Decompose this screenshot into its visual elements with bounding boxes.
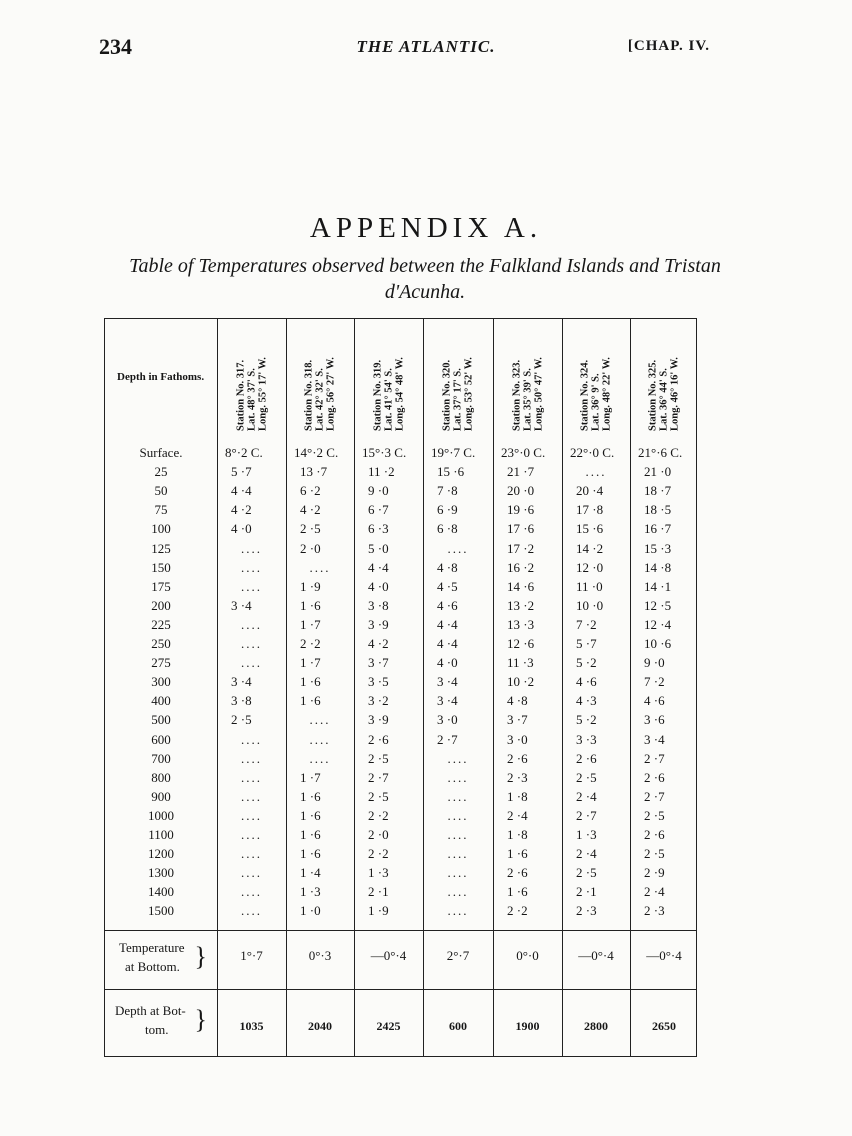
bottom-temperature: —0°·4 (646, 948, 682, 963)
temperature-cell: .... (241, 884, 262, 900)
temperature-cell: 3 ·4 (644, 731, 665, 747)
temperature-cell: 2 ·1 (576, 884, 597, 900)
temperature-cell: 2 ·5 (576, 769, 597, 785)
temperature-table (104, 318, 697, 1057)
station-station: Station No. 325. (647, 359, 659, 431)
temperature-cell: .... (241, 655, 262, 671)
temperature-cell: 2 ·5 (644, 807, 665, 823)
temperature-cell: 2 ·6 (644, 827, 665, 842)
station-lat: Lat. 48° 37' S. (246, 368, 257, 431)
depth-label: 1000 (148, 807, 174, 823)
station-station: Station No. 319. (372, 359, 383, 431)
appendix-title: APPENDIX A. (309, 212, 543, 244)
depth-label: 1400 (148, 884, 174, 900)
station-lat: Lat. 35° 39' S. (522, 368, 533, 431)
station-lat: Lat. 37° 17' S. (452, 368, 464, 431)
temperature-cell: 2 ·5 (231, 712, 252, 728)
temperature-cell: .... (241, 750, 262, 766)
temperature-cell: 2 ·5 (644, 846, 665, 862)
temperature-cell: 2 ·7 (437, 731, 458, 747)
station-long: Long. 53° 52' W. (463, 357, 475, 431)
station-lat: Lat. 36° 44' S. (658, 368, 670, 431)
temperature-cell: 4 ·0 (437, 655, 458, 671)
temperature-cell: .... (309, 750, 331, 766)
temperature-cell: 2 ·5 (576, 865, 597, 881)
temperature-cell: 4 ·2 (368, 636, 389, 651)
temperature-cell: .... (241, 636, 262, 651)
temperature-cell: 3 ·0 (507, 731, 528, 747)
bottom-temperature: —0°·4 (578, 948, 614, 963)
temperature-cell: 3 ·7 (507, 712, 528, 728)
temperature-cell: 13 ·3 (507, 616, 535, 632)
temperature-cell: 17 ·2 (507, 540, 535, 556)
temperature-cell: 6 ·3 (368, 521, 389, 537)
temperature-cell: 19°·7 C. (431, 445, 476, 460)
temperature-cell: 9 ·0 (644, 655, 665, 671)
temperature-cell: 16 ·2 (507, 559, 535, 575)
station-long: Long. 55° 17' W. (257, 357, 268, 431)
station-lat: Lat. 36° 9' S. (590, 373, 602, 431)
temperature-cell: 2 ·7 (368, 769, 389, 785)
temperature-cell: .... (447, 903, 469, 919)
temperature-cell: 3 ·4 (231, 597, 252, 613)
bottom-depth: 2040 (308, 1019, 332, 1033)
temperature-cell: 1 ·7 (300, 655, 321, 671)
temperature-cell: 21°·6 C. (638, 445, 683, 460)
temperature-cell: .... (447, 788, 469, 804)
bottom-temperature: 0°·0 (516, 948, 539, 963)
temperature-cell: 18 ·7 (644, 483, 672, 499)
bottom-depth: 2800 (584, 1019, 608, 1033)
temperature-cell: 10 ·6 (644, 636, 672, 651)
depth-label: 900 (151, 788, 171, 804)
station-header-text (648, 323, 681, 431)
temperature-cell: 2 ·2 (368, 846, 389, 862)
temperature-cell: 1 ·9 (300, 578, 321, 594)
temperature-cell: 1 ·6 (300, 807, 321, 823)
station-header-text (235, 323, 268, 431)
temperature-cell: 2 ·6 (507, 750, 528, 766)
station-header (354, 319, 423, 435)
temperature-cell: 2 ·1 (368, 884, 389, 900)
temperature-cell: 4 ·6 (576, 674, 597, 690)
temperature-cell: 1 ·4 (300, 865, 321, 881)
temperature-cell: 4 ·3 (576, 693, 597, 709)
temperature-cell: 17 ·8 (576, 502, 604, 518)
depth-label: 400 (151, 693, 171, 709)
station-header (630, 319, 698, 435)
temperature-cell: 2 ·7 (576, 807, 597, 823)
depth-label: 150 (151, 559, 171, 575)
temperature-cell: .... (447, 846, 469, 862)
temperature-cell: 4 ·4 (437, 616, 458, 632)
station-long: Long. 54° 48' W. (394, 357, 405, 431)
temperature-cell: 1 ·6 (300, 788, 321, 804)
temperature-cell: 4 ·5 (437, 578, 458, 594)
bottom-temperature: —0°·4 (370, 948, 407, 963)
bottom-depth: 2425 (376, 1019, 401, 1033)
station-station: Station No. 317. (235, 359, 246, 431)
temperature-cell: 23°·0 C. (501, 445, 546, 460)
station-header-text (580, 323, 613, 431)
temperature-cell: .... (241, 807, 262, 823)
temperature-cell: 2 ·4 (576, 788, 597, 804)
bottom-temp-label (113, 938, 213, 976)
temperature-cell: 1 ·0 (300, 903, 321, 919)
temperature-cell: .... (241, 865, 262, 881)
temperature-cell: .... (241, 827, 262, 842)
temperature-cell: 22°·0 C. (570, 445, 615, 460)
station-header-text (372, 323, 405, 431)
temperature-cell: 1 ·3 (300, 884, 321, 900)
temperature-cell: 1 ·3 (576, 827, 597, 842)
temperature-cell: 2 ·4 (507, 807, 528, 823)
depth-label: 250 (151, 636, 171, 651)
station-header (562, 319, 630, 435)
temperature-cell: 1 ·3 (368, 865, 389, 881)
temperature-cell: .... (447, 769, 469, 785)
temperature-cell: .... (447, 865, 469, 881)
bottom-temp-label-line: Temperature (119, 940, 185, 955)
temperature-cell: 20 ·0 (507, 483, 535, 499)
temperature-cell: 2 ·5 (368, 788, 389, 804)
depth-label: 125 (151, 540, 171, 556)
temperature-cell: 4 ·0 (231, 521, 252, 537)
depth-label: 600 (151, 731, 171, 747)
temperature-cell: 5 ·2 (576, 712, 597, 728)
temperature-cell: 5 ·7 (576, 636, 597, 651)
temperature-cell: 2 ·2 (507, 903, 528, 919)
temperature-cell: 11 ·2 (368, 464, 395, 480)
temperature-cell: 15 ·6 (437, 464, 465, 480)
temperature-cell: 2 ·0 (300, 540, 321, 556)
station-station: Station No. 324. (579, 359, 591, 431)
temperature-cell: 12 ·0 (576, 559, 604, 575)
temperature-cell: .... (447, 827, 469, 842)
temperature-cell: 8°·2 C. (225, 445, 263, 460)
temperature-cell: 4 ·8 (437, 559, 458, 575)
depth-label: 1300 (148, 865, 174, 881)
temperature-cell: 20 ·4 (576, 483, 604, 499)
station-long: Long. 46° 16' W. (669, 357, 681, 431)
station-lat: Lat. 41° 54' S. (383, 368, 394, 431)
station-header (286, 319, 354, 435)
station-header-text (442, 323, 475, 431)
temperature-cell: 9 ·0 (368, 483, 389, 499)
temperature-cell: .... (447, 750, 469, 766)
temperature-cell: 4 ·4 (437, 636, 458, 651)
temperature-cell: 3 ·4 (437, 674, 458, 690)
station-header-text (511, 323, 544, 431)
temperature-cell: 4 ·8 (507, 693, 528, 709)
depth-label: 1500 (148, 903, 174, 919)
temperature-cell: 2 ·5 (300, 521, 321, 537)
bottom-temp-label-line: at Bottom. (125, 959, 180, 974)
temperature-cell: 6 ·8 (437, 521, 458, 537)
depth-header: Depth in Fathoms. (117, 371, 205, 383)
temperature-cell: 1 ·8 (507, 827, 528, 842)
station-header (493, 319, 562, 435)
temperature-cell: 16 ·7 (644, 521, 672, 537)
temperature-cell: 15 ·6 (576, 521, 604, 537)
row-rule (105, 930, 696, 931)
depth-label: 25 (154, 464, 168, 480)
temperature-cell: 1 ·6 (300, 693, 321, 709)
temperature-cell: 21 ·0 (644, 464, 672, 480)
temperature-cell: 7 ·2 (576, 616, 597, 632)
brace: } (194, 942, 207, 971)
table-caption: Table of Temperatures observed between the Falkland Islands and Tristan d'Acunha. (129, 255, 721, 303)
temperature-cell: 2 ·7 (644, 750, 665, 766)
temperature-cell: .... (241, 540, 262, 556)
temperature-cell: 14 ·2 (576, 540, 604, 556)
station-station: Station No. 320. (441, 359, 453, 431)
temperature-cell: 4 ·6 (644, 693, 665, 709)
station-header (217, 319, 286, 435)
temperature-cell: .... (241, 731, 262, 747)
depth-label: 1100 (148, 827, 174, 842)
temperature-cell: 15 ·3 (644, 540, 672, 556)
temperature-cell: 2 ·7 (644, 788, 665, 804)
temperature-cell: 5 ·0 (368, 540, 389, 556)
bottom-temperature: 1°·7 (240, 948, 263, 963)
temperature-cell: 3 ·2 (368, 693, 389, 709)
depth-label: 500 (151, 712, 171, 728)
temperature-cell: 1 ·9 (368, 903, 389, 919)
temperature-cell: .... (241, 846, 262, 862)
station-long: Long. 50° 47' W. (533, 357, 544, 431)
temperature-cell: 4 ·4 (231, 483, 252, 499)
temperature-cell: 11 ·3 (507, 655, 534, 671)
temperature-cell: .... (585, 464, 607, 480)
temperature-cell: 10 ·2 (507, 674, 535, 690)
temperature-cell: .... (447, 884, 469, 900)
temperature-cell: 14 ·1 (644, 578, 672, 594)
running-title: THE ATLANTIC. (356, 37, 496, 56)
temperature-cell: .... (309, 731, 331, 747)
station-header (423, 319, 493, 435)
temperature-cell: 21 ·7 (507, 464, 535, 480)
temperature-cell: 19 ·6 (507, 502, 535, 518)
depth-label: 800 (151, 769, 171, 785)
temperature-cell: .... (241, 578, 262, 594)
temperature-cell: 18 ·5 (644, 502, 672, 518)
bottom-depth: 600 (449, 1019, 467, 1033)
temperature-cell: 2 ·6 (644, 769, 665, 785)
temperature-cell: 2 ·3 (507, 769, 528, 785)
temperature-cell: 12 ·5 (644, 597, 672, 613)
depth-label: 100 (151, 521, 171, 537)
temperature-cell: 13 ·7 (300, 464, 328, 480)
temperature-cell: 2 ·3 (644, 903, 665, 919)
depth-label: 275 (151, 655, 171, 671)
temperature-cell: .... (241, 616, 262, 632)
temperature-cell: 2 ·6 (507, 865, 528, 881)
station-header-text (304, 323, 337, 431)
temperature-cell: 11 ·0 (576, 578, 603, 594)
depth-label: 200 (151, 597, 171, 613)
depth-label: 50 (154, 483, 168, 499)
temperature-cell: 6 ·2 (300, 483, 321, 499)
temperature-cell: 6 ·9 (437, 502, 458, 518)
temperature-cell: 4 ·6 (437, 597, 458, 613)
temperature-cell: 3 ·0 (437, 712, 458, 728)
station-long: Long. 56° 27' W. (325, 357, 337, 431)
bottom-depth: 1900 (515, 1019, 540, 1033)
temperature-cell: 6 ·7 (368, 502, 389, 518)
temperature-cell: .... (447, 807, 469, 823)
temperature-cell: 14 ·6 (507, 578, 535, 594)
temperature-cell: 3 ·4 (437, 693, 458, 709)
depth-label: 700 (151, 750, 171, 766)
temperature-cell: 3 ·8 (231, 693, 252, 709)
bottom-temperature: 2°·7 (446, 948, 470, 963)
temperature-cell: 3 ·4 (231, 674, 252, 690)
temperature-cell: 13 ·2 (507, 597, 535, 613)
temperature-cell: 1 ·8 (507, 788, 528, 804)
depth-label: Surface. (139, 445, 183, 460)
station-long: Long. 48° 22' W. (601, 357, 613, 431)
temperature-cell: 2 ·6 (368, 731, 389, 747)
temperature-cell: 4 ·0 (368, 578, 389, 594)
brace: } (194, 1005, 207, 1034)
temperature-cell: 3 ·9 (368, 712, 389, 728)
bottom-depth-label (113, 1001, 213, 1039)
page-number: 234 (99, 34, 132, 59)
temperature-cell: .... (241, 788, 262, 804)
chapter-label: [CHAP. IV. (627, 38, 710, 54)
temperature-cell: 2 ·4 (644, 884, 665, 900)
depth-label: 225 (151, 616, 171, 632)
temperature-cell: 4 ·2 (231, 502, 252, 518)
temperature-cell: 2 ·2 (300, 636, 321, 651)
temperature-cell: 1 ·6 (507, 846, 528, 862)
temperature-cell: 3 ·8 (368, 597, 389, 613)
temperature-cell: 1 ·6 (507, 884, 528, 900)
temperature-cell: 1 ·6 (300, 846, 321, 862)
bottom-depth: 1035 (239, 1019, 264, 1033)
depth-label: 175 (151, 578, 171, 594)
temperature-cell: 14 ·8 (644, 559, 672, 575)
temperature-cell: 5 ·2 (576, 655, 597, 671)
temperature-cell: 2 ·2 (368, 807, 389, 823)
temperature-cell: 3 ·9 (368, 616, 389, 632)
temperature-cell: 4 ·2 (300, 502, 321, 518)
temperature-cell: 2 ·6 (576, 750, 597, 766)
temperature-cell: 2 ·5 (368, 750, 389, 766)
temperature-cell: 7 ·2 (644, 674, 665, 690)
temperature-cell: 2 ·4 (576, 846, 597, 862)
temperature-cell: 3 ·5 (368, 674, 389, 690)
temperature-cell: 1 ·6 (300, 674, 321, 690)
temperature-cell: 2 ·0 (368, 827, 389, 842)
temperature-cell: 1 ·7 (300, 616, 321, 632)
depth-label: 300 (151, 674, 171, 690)
row-rule (105, 989, 696, 990)
page-header (0, 34, 852, 64)
temperature-cell: 1 ·6 (300, 827, 321, 842)
temperature-cell: 12 ·4 (644, 616, 672, 632)
temperature-cell: 1 ·6 (300, 597, 321, 613)
station-station: Station No. 323. (511, 359, 522, 431)
temperature-cell: 14°·2 C. (294, 445, 339, 460)
temperature-cell: 10 ·0 (576, 597, 604, 613)
temperature-cell: 7 ·8 (437, 483, 458, 499)
bottom-depth-label-line: Depth at Bot- (115, 1003, 186, 1018)
temperature-cell: .... (447, 540, 469, 556)
temperature-cell: 2 ·3 (576, 903, 597, 919)
temperature-cell: 2 ·9 (644, 865, 665, 881)
temperature-cell: 4 ·4 (368, 559, 389, 575)
temperature-cell: 15°·3 C. (362, 445, 407, 460)
temperature-cell: 12 ·6 (507, 636, 535, 651)
station-lat: Lat. 42° 32' S. (314, 368, 326, 431)
temperature-cell: 3 ·7 (368, 655, 389, 671)
bottom-depth: 2650 (652, 1019, 676, 1033)
temperature-cell: .... (241, 559, 262, 575)
temperature-cell: 17 ·6 (507, 521, 535, 537)
temperature-cell: 3 ·3 (576, 731, 597, 747)
temperature-cell: .... (241, 769, 262, 785)
temperature-cell: 5 ·7 (231, 464, 252, 480)
temperature-cell: 1 ·7 (300, 769, 321, 785)
temperature-cell: .... (241, 903, 262, 919)
bottom-temperature: 0°·3 (308, 948, 332, 963)
station-station: Station No. 318. (303, 359, 315, 431)
depth-label: 1200 (148, 846, 174, 862)
depth-label: 75 (154, 502, 168, 518)
temperature-cell: .... (309, 559, 331, 575)
temperature-cell: .... (309, 712, 331, 728)
bottom-depth-label-line: tom. (145, 1022, 169, 1037)
temperature-cell: 3 ·6 (644, 712, 665, 728)
